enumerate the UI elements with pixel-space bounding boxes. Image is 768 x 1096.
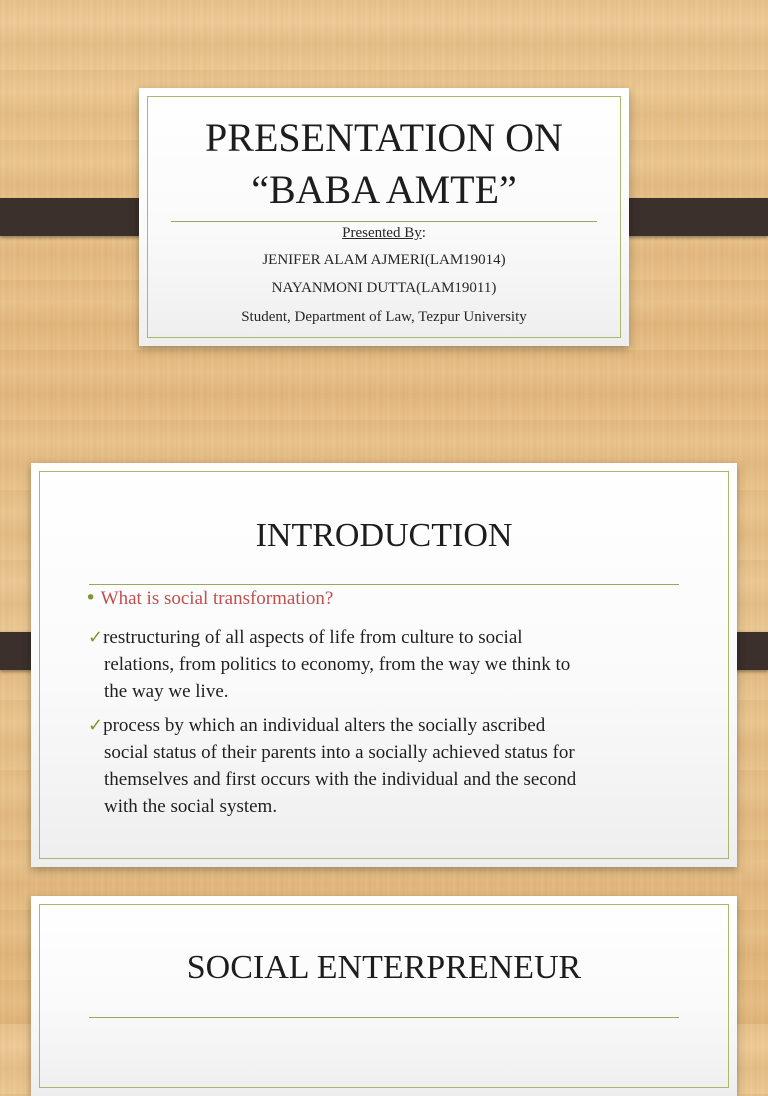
question-item [85,585,333,612]
point-2-line-1 [88,712,545,739]
slide-social-entrepreneur [0,870,768,1024]
social-rule [89,1017,679,1018]
point-1-line-3: the way we live. [104,681,229,702]
affiliation: Student, Department of Law, Tezpur University [241,309,527,325]
right-strap [613,198,768,236]
presented-by-colon: : [421,225,426,241]
point-1-text-1: restructuring of all aspects of life from culture to social [103,627,523,648]
title-line-2: “BABA AMTE” [251,167,517,212]
slide-introduction [0,430,768,870]
author-1: JENIFER ALAM AJMERI(LAM19014) [262,252,506,268]
title-line-1: PRESENTATION ON [205,115,563,160]
author-2: NAYANMONI DUTTA(LAM19011) [271,280,497,296]
card-frame [39,904,729,1088]
bullet-dot-icon: • [85,587,97,609]
point-2-line-3: themselves and first occurs with the individual and the second [104,769,577,790]
presented-by-label: Presented By [342,225,422,241]
question-text: What is social transformation? [100,588,334,609]
intro-card [31,463,737,867]
slide-title [0,0,768,430]
point-1-line-2: relations, from politics to economy, from the way we think to [104,654,571,675]
point-2-line-2: social status of their parents into a socially achieved status for [104,742,575,763]
social-title: SOCIAL ENTERPRENEUR [186,949,582,986]
check-icon: ✓ [88,627,104,648]
point-1-line-1 [88,624,523,651]
social-card [31,896,737,1096]
point-2-line-4: with the social system. [104,796,278,817]
left-strap [0,198,155,236]
point-2-text-1: process by which an individual alters the socially ascribed [103,715,546,736]
check-icon: ✓ [88,715,104,736]
title-rule [171,221,597,222]
presented-by [139,225,629,242]
intro-title: INTRODUCTION [255,517,513,554]
title-card [139,88,629,346]
